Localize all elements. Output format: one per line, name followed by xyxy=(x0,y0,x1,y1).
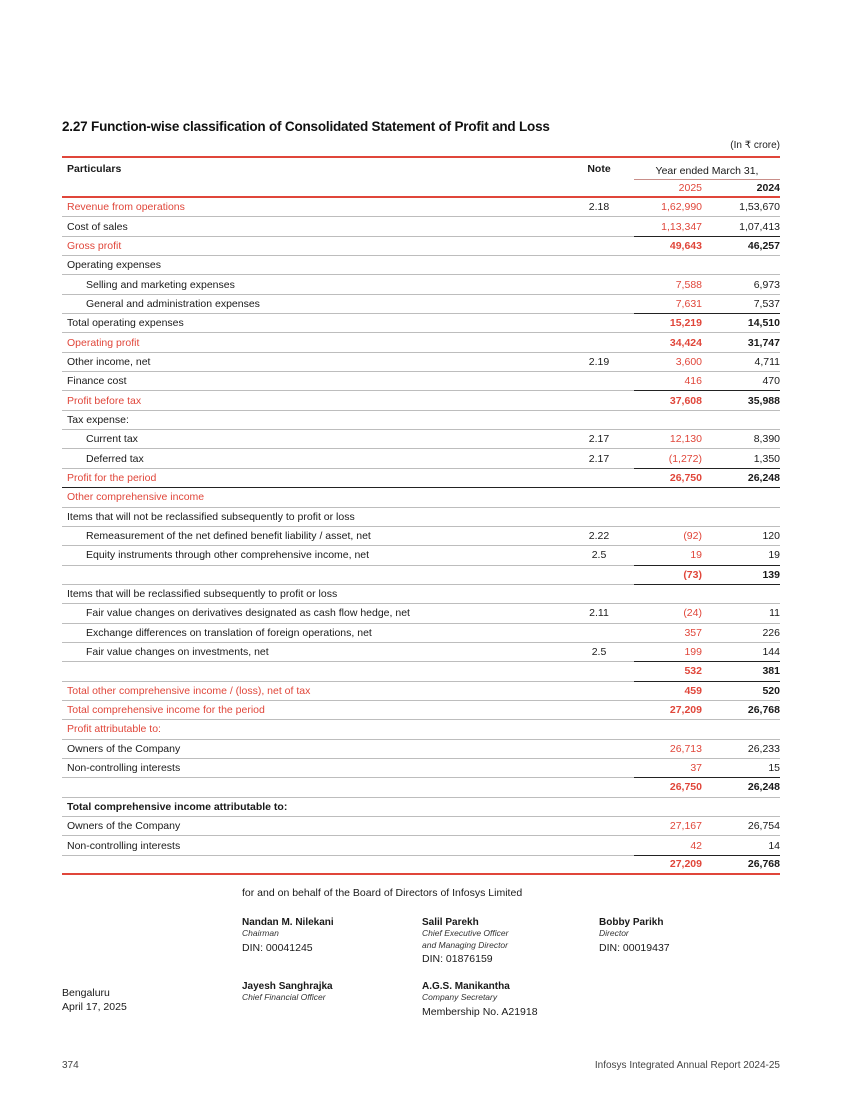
row-note: 2.17 xyxy=(588,433,610,446)
row-value-2025: 27,167 xyxy=(669,820,702,833)
signatory-name: Nandan M. Nilekani xyxy=(242,917,334,928)
row-label: Items that will be reclassified subsequently to profit or loss xyxy=(67,588,338,601)
row-value-2025: 26,750 xyxy=(669,781,702,794)
page-title: 2.27 Function-wise classification of Consolidated Statement of Profit and Loss xyxy=(62,119,550,134)
row-value-2025: (24) xyxy=(683,607,702,620)
signatory-din: DIN: 00041245 xyxy=(242,941,313,954)
row-value-2024: 381 xyxy=(762,665,780,678)
table-row xyxy=(62,314,780,333)
table-row xyxy=(62,836,780,855)
row-label: Fair value changes on derivatives designated as cash flow hedge, net xyxy=(86,607,410,620)
table-row xyxy=(62,740,780,759)
row-label: Exchange differences on translation of foreign operations, net xyxy=(86,626,372,639)
row-label: Total comprehensive income for the period xyxy=(67,704,265,717)
signatory-cfo xyxy=(242,981,422,1004)
row-label: Gross profit xyxy=(67,239,122,252)
row-value-2024: 1,53,670 xyxy=(739,201,780,214)
table-row xyxy=(62,624,780,643)
row-label: Profit before tax xyxy=(67,394,142,407)
table-row xyxy=(62,546,780,565)
table-row xyxy=(62,527,780,546)
row-value-2025: (92) xyxy=(683,530,702,543)
table-body xyxy=(62,198,780,875)
row-value-2025: 49,643 xyxy=(669,239,702,252)
signatory-role: Director xyxy=(599,928,629,938)
row-value-2025: 27,209 xyxy=(669,704,702,717)
table-row xyxy=(62,430,780,449)
row-label: Selling and marketing expenses xyxy=(86,278,235,291)
row-value-2024: 226 xyxy=(762,626,780,639)
row-value-2024: 8,390 xyxy=(753,433,780,446)
row-label: Profit attributable to: xyxy=(67,723,161,736)
row-label: Equity instruments through other comprehensive income, net xyxy=(86,549,370,562)
row-label: Current tax xyxy=(86,433,138,446)
row-value-2024: 19 xyxy=(768,549,780,562)
row-value-2024: 26,233 xyxy=(747,742,780,755)
row-value-2025: 42 xyxy=(690,839,702,852)
table-row xyxy=(62,817,780,836)
signatory-name: A.G.S. Manikantha xyxy=(422,981,510,992)
row-value-2024: 15 xyxy=(768,762,780,775)
row-value-2025: 37,608 xyxy=(669,394,702,407)
row-value-2024: 31,747 xyxy=(747,336,780,349)
row-value-2024: 120 xyxy=(762,530,780,543)
signature-block xyxy=(242,887,782,1037)
row-label: Non-controlling interests xyxy=(67,839,181,852)
table-row xyxy=(62,449,780,468)
row-value-2024: 520 xyxy=(762,684,780,697)
table-row xyxy=(62,585,780,604)
row-value-2024: 46,257 xyxy=(747,239,780,252)
row-value-2024: 6,973 xyxy=(753,278,780,291)
table-row xyxy=(62,217,780,236)
row-value-2024: 1,350 xyxy=(753,452,780,465)
table-row xyxy=(62,643,780,662)
row-value-2024: 26,248 xyxy=(747,471,780,484)
row-note: 2.11 xyxy=(589,607,609,620)
row-label: Profit for the period xyxy=(67,471,157,484)
row-value-2025: 15,219 xyxy=(669,317,702,330)
row-note: 2.22 xyxy=(588,530,610,543)
row-value-2025: 3,600 xyxy=(675,355,702,368)
row-note: 2.17 xyxy=(588,452,610,465)
row-label: Remeasurement of the net defined benefit liability / asset, net xyxy=(86,530,371,543)
header-particulars: Particulars xyxy=(67,163,122,175)
row-note: 2.19 xyxy=(588,355,610,368)
page-number: 374 xyxy=(62,1060,79,1071)
signatory-name: Bobby Parikh xyxy=(599,917,664,928)
signatory-role-line2: and Managing Director xyxy=(422,939,508,950)
row-label: Total other comprehensive income / (loss), net of tax xyxy=(67,684,311,697)
row-value-2025: 26,750 xyxy=(669,471,702,484)
table-row xyxy=(62,411,780,430)
row-value-2025: 459 xyxy=(684,684,702,697)
row-label: Operating expenses xyxy=(67,259,161,272)
date: April 17, 2025 xyxy=(62,1001,127,1013)
signatory-company-secretary xyxy=(422,981,602,1018)
signatory-director xyxy=(599,917,779,954)
row-value-2024: 11 xyxy=(769,607,780,620)
row-label: Finance cost xyxy=(67,375,127,388)
signature-intro: for and on behalf of the Board of Directors of Infosys Limited xyxy=(242,887,523,899)
table-row xyxy=(62,295,780,314)
row-value-2024: 26,768 xyxy=(747,704,780,717)
table-header-row xyxy=(62,158,780,180)
signatories xyxy=(242,917,782,1037)
currency-unit: (In ₹ crore) xyxy=(730,140,780,151)
row-value-2024: 144 xyxy=(762,646,780,659)
header-note: Note xyxy=(587,163,611,175)
row-value-2024: 26,768 xyxy=(747,858,780,871)
table-row xyxy=(62,469,780,488)
table-row xyxy=(62,275,780,294)
row-label: Cost of sales xyxy=(67,220,128,233)
row-value-2025: 34,424 xyxy=(669,336,702,349)
row-value-2025: 1,13,347 xyxy=(661,220,702,233)
row-value-2024: 35,988 xyxy=(747,394,780,407)
row-label: Other comprehensive income xyxy=(67,491,205,504)
row-label: Non-controlling interests xyxy=(67,762,181,775)
signatory-role: Chief Financial Officer xyxy=(242,992,326,1002)
row-value-2025: 27,209 xyxy=(669,858,702,871)
row-note: 2.5 xyxy=(591,646,607,659)
table-row xyxy=(62,237,780,256)
row-value-2025: 7,588 xyxy=(675,278,702,291)
row-value-2024: 26,248 xyxy=(747,781,780,794)
profit-loss-table xyxy=(62,156,780,875)
row-label: Other income, net xyxy=(67,355,151,368)
table-row xyxy=(62,720,780,739)
signatory-role: Chairman xyxy=(242,928,279,938)
row-label: Owners of the Company xyxy=(67,742,181,755)
row-value-2024: 1,07,413 xyxy=(739,220,780,233)
row-value-2024: 14,510 xyxy=(747,317,780,330)
table-row xyxy=(62,198,780,217)
table-row xyxy=(62,759,780,778)
row-value-2025: 7,631 xyxy=(675,297,702,310)
row-value-2025: 1,62,990 xyxy=(661,201,702,214)
row-value-2025: 12,130 xyxy=(669,433,702,446)
row-value-2025: 37 xyxy=(690,762,702,775)
row-label: Revenue from operations xyxy=(67,201,185,214)
header-year-2025: 2025 xyxy=(678,182,702,194)
row-label: Owners of the Company xyxy=(67,820,181,833)
table-row xyxy=(62,566,780,585)
signatory-din: DIN: 01876159 xyxy=(422,953,493,965)
row-value-2025: 532 xyxy=(684,665,702,678)
table-row xyxy=(62,353,780,372)
row-label: Operating profit xyxy=(67,336,140,349)
row-value-2024: 26,754 xyxy=(747,820,780,833)
row-value-2025: (73) xyxy=(683,568,702,581)
table-row xyxy=(62,372,780,391)
row-value-2025: 19 xyxy=(690,549,702,562)
row-label: Total comprehensive income attributable to: xyxy=(67,800,288,813)
row-value-2024: 139 xyxy=(762,568,780,581)
header-year-2024: 2024 xyxy=(756,182,780,194)
row-note: 2.5 xyxy=(591,549,607,562)
row-value-2024: 470 xyxy=(762,375,780,388)
table-row xyxy=(62,701,780,720)
row-value-2025: 357 xyxy=(684,626,702,639)
row-value-2024: 14 xyxy=(768,839,780,852)
table-row xyxy=(62,488,780,507)
signatory-name: Salil Parekh xyxy=(422,917,479,928)
row-label: Fair value changes on investments, net xyxy=(86,646,269,659)
row-note: 2.18 xyxy=(588,201,610,214)
row-value-2025: (1,272) xyxy=(668,452,702,465)
signatory-din: DIN: 00019437 xyxy=(599,941,670,954)
signatory-chairman xyxy=(242,917,422,954)
row-label: Tax expense: xyxy=(67,413,129,426)
row-value-2024: 4,711 xyxy=(754,355,780,368)
row-value-2025: 416 xyxy=(684,375,702,388)
signatory-role: Company Secretary xyxy=(422,992,498,1002)
table-row xyxy=(62,798,780,817)
table-row xyxy=(62,508,780,527)
table-year-row xyxy=(62,180,780,198)
table-row xyxy=(62,682,780,701)
table-row xyxy=(62,778,780,797)
report-name: Infosys Integrated Annual Report 2024-25 xyxy=(594,1060,780,1071)
row-label: General and administration expenses xyxy=(86,297,260,310)
table-row xyxy=(62,662,780,681)
row-label: Total operating expenses xyxy=(67,317,184,330)
header-year-group: Year ended March 31, xyxy=(634,160,780,180)
row-value-2025: 26,713 xyxy=(669,742,702,755)
row-label: Items that will not be reclassified subsequently to profit or loss xyxy=(67,510,355,523)
row-value-2024: 7,537 xyxy=(753,297,780,310)
signatory-name: Jayesh Sanghrajka xyxy=(242,981,333,992)
table-row xyxy=(62,256,780,275)
table-row xyxy=(62,391,780,410)
row-value-2025: 199 xyxy=(684,646,702,659)
table-row xyxy=(62,856,780,875)
signatory-role: Chief Executive Officer xyxy=(422,928,509,938)
place: Bengaluru xyxy=(62,987,110,999)
signatory-ceo xyxy=(422,917,602,965)
row-label: Deferred tax xyxy=(86,452,144,465)
table-row xyxy=(62,333,780,352)
signatory-membership: Membership No. A21918 xyxy=(422,1005,538,1018)
table-row xyxy=(62,604,780,623)
place-date xyxy=(62,986,127,1014)
